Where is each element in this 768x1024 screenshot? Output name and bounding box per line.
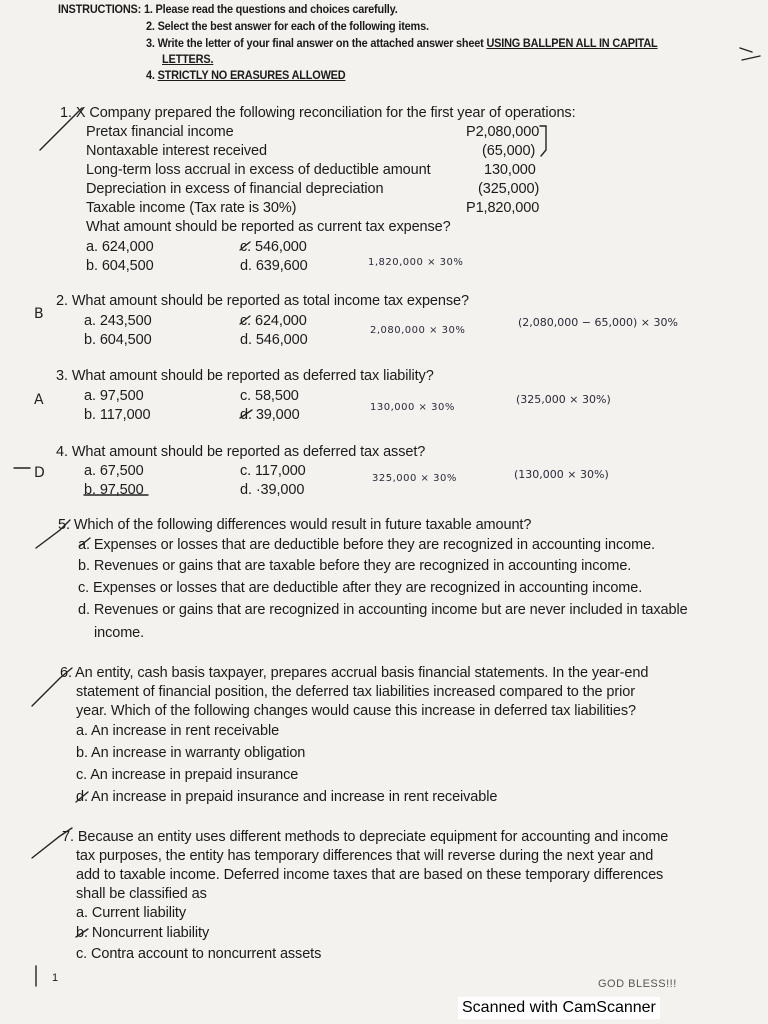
bracket-mark	[540, 126, 546, 156]
instructions-line-1: INSTRUCTIONS: 1. Please read the questions and choices carefully.	[58, 4, 398, 16]
checkmark-icon	[32, 668, 72, 706]
q1-row-label: Taxable income (Tax rate is 30%)	[86, 200, 297, 216]
q6-choice-b: b. An increase in warranty obligation	[76, 745, 306, 761]
strike-mark	[76, 929, 88, 937]
q4-choice-c: c. 117,000	[240, 463, 306, 479]
q6-line-2: statement of financial position, the deferred tax liabilities increased compared to the prior	[76, 684, 635, 700]
q1-question: What amount should be reported as current tax expense?	[86, 219, 451, 235]
scribble-mark	[740, 48, 760, 60]
q2-choice-c: c. 624,000	[240, 313, 307, 329]
q3-handwritten-note-1: 130,000 × 30%	[370, 402, 455, 413]
q2-choice-d: d. 546,000	[240, 332, 308, 348]
q1-choice-b: b. 604,500	[86, 258, 154, 274]
q3-stem: 3. What amount should be reported as deferred tax liability?	[56, 368, 434, 384]
q3-margin-answer: A	[34, 392, 44, 408]
q1-row-value: P1,820,000	[466, 200, 540, 216]
q2-handwritten-note-1: 2,080,000 × 30%	[370, 325, 466, 336]
q5-choice-c: c. Expenses or losses that are deductible after they are recognized in accounting income.	[78, 580, 643, 596]
q1-choice-c: c. 546,000	[240, 239, 307, 255]
q6-line-1: 6. An entity, cash basis taxpayer, prepares accrual basis financial statements. In the year-end	[60, 665, 649, 681]
footer-blessing: GOD BLESS!!!	[598, 978, 677, 990]
q7-choice-c: c. Contra account to noncurrent assets	[76, 946, 322, 962]
strike-mark	[80, 538, 90, 546]
q4-handwritten-note-1: 325,000 × 30%	[372, 473, 457, 484]
q6-line-3: year. Which of the following changes would cause this increase in deferred tax liabilities?	[76, 703, 636, 719]
instructions-line-4: 4. STRICTLY NO ERASURES ALLOWED	[146, 70, 346, 82]
q7-choice-a: a. Current liability	[76, 905, 187, 921]
instructions-line-3: 3. Write the letter of your final answer on the attached answer sheet USING BALLPEN ALL IN CAPITAL	[146, 38, 658, 50]
q6-choice-d: d. An increase in prepaid insurance and increase in rent receivable	[76, 789, 498, 805]
checkmark-icon	[40, 108, 82, 150]
q1-row-value: (65,000)	[482, 143, 536, 159]
q4-choice-a: a. 67,500	[84, 463, 144, 479]
q2-choice-a: a. 243,500	[84, 313, 152, 329]
strike-mark	[240, 410, 252, 418]
q7-line-4: shall be classified as	[76, 886, 207, 902]
q7-line-1: 7. Because an entity uses different methods to depreciate equipment for accounting and income	[62, 829, 669, 845]
q3-choice-a: a. 97,500	[84, 388, 144, 404]
q1-row-label: Nontaxable interest received	[86, 143, 267, 159]
checkmark-icon	[32, 828, 72, 858]
camscanner-watermark: Scanned with CamScanner	[458, 997, 660, 1019]
q2-margin-answer: B	[34, 306, 44, 322]
q1-choice-a: a. 624,000	[86, 239, 154, 255]
q6-choice-a: a. An increase in rent receivable	[76, 723, 280, 739]
q5-choice-d: d. Revenues or gains that are recognized in accounting income but are never included in taxable	[78, 602, 688, 618]
q4-choice-b: b. 97,500	[84, 482, 144, 498]
q4-handwritten-note-2: (130,000 × 30%)	[514, 468, 609, 481]
q4-stem: 4. What amount should be reported as deferred tax asset?	[56, 444, 426, 460]
q1-row-label: Long-term loss accrual in excess of deductible amount	[86, 162, 431, 178]
q1-row-label: Pretax financial income	[86, 124, 234, 140]
q1-row-label: Depreciation in excess of financial depreciation	[86, 181, 384, 197]
q1-row-value: (325,000)	[478, 181, 540, 197]
q5-choice-b: b. Revenues or gains that are taxable before they are recognized in accounting income.	[78, 558, 632, 574]
q6-choice-c: c. An increase in prepaid insurance	[76, 767, 299, 783]
q2-stem: 2. What amount should be reported as total income tax expense?	[56, 293, 469, 309]
checkmark-icon	[36, 520, 70, 548]
q3-choice-b: b. 117,000	[84, 407, 151, 423]
q3-choice-c: c. 58,500	[240, 388, 299, 404]
instructions-line-2: 2. Select the best answer for each of the following items.	[146, 21, 429, 33]
q1-choice-d: d. 639,600	[240, 258, 308, 274]
q5-choice-d-cont: income.	[94, 625, 145, 641]
q1-row-value: 130,000	[484, 162, 536, 178]
q1-row-value: P2,080,000	[466, 124, 540, 140]
strike-mark	[76, 792, 88, 802]
q7-line-3: add to taxable income. Deferred income taxes that are based on these temporary differences	[76, 867, 664, 883]
q2-handwritten-note-2: (2,080,000 − 65,000) × 30%	[518, 316, 678, 329]
q7-line-2: tax purposes, the entity has temporary differences that will reverse during the next year and	[76, 848, 654, 864]
strike-mark	[240, 316, 250, 324]
q3-handwritten-note-2: (325,000 × 30%)	[516, 393, 611, 406]
q5-stem: 5. Which of the following differences would result in future taxable amount?	[58, 517, 532, 533]
q2-choice-b: b. 604,500	[84, 332, 152, 348]
q1-stem: 1. X Company prepared the following reconciliation for the first year of operations:	[60, 105, 576, 121]
q1-handwritten-note: 1,820,000 × 30%	[368, 257, 464, 268]
page-number: 1	[52, 972, 59, 984]
q7-choice-b: b. Noncurrent liability	[76, 925, 210, 941]
q5-choice-a: a. Expenses or losses that are deductible before they are recognized in accounting income.	[78, 537, 655, 553]
q4-margin-answer: D	[34, 465, 45, 481]
instructions-line-3-cont: LETTERS.	[162, 54, 214, 66]
q3-choice-d: d. 39,000	[240, 407, 300, 423]
strike-mark	[240, 242, 250, 250]
q4-choice-d: d. ·39,000	[240, 482, 305, 498]
